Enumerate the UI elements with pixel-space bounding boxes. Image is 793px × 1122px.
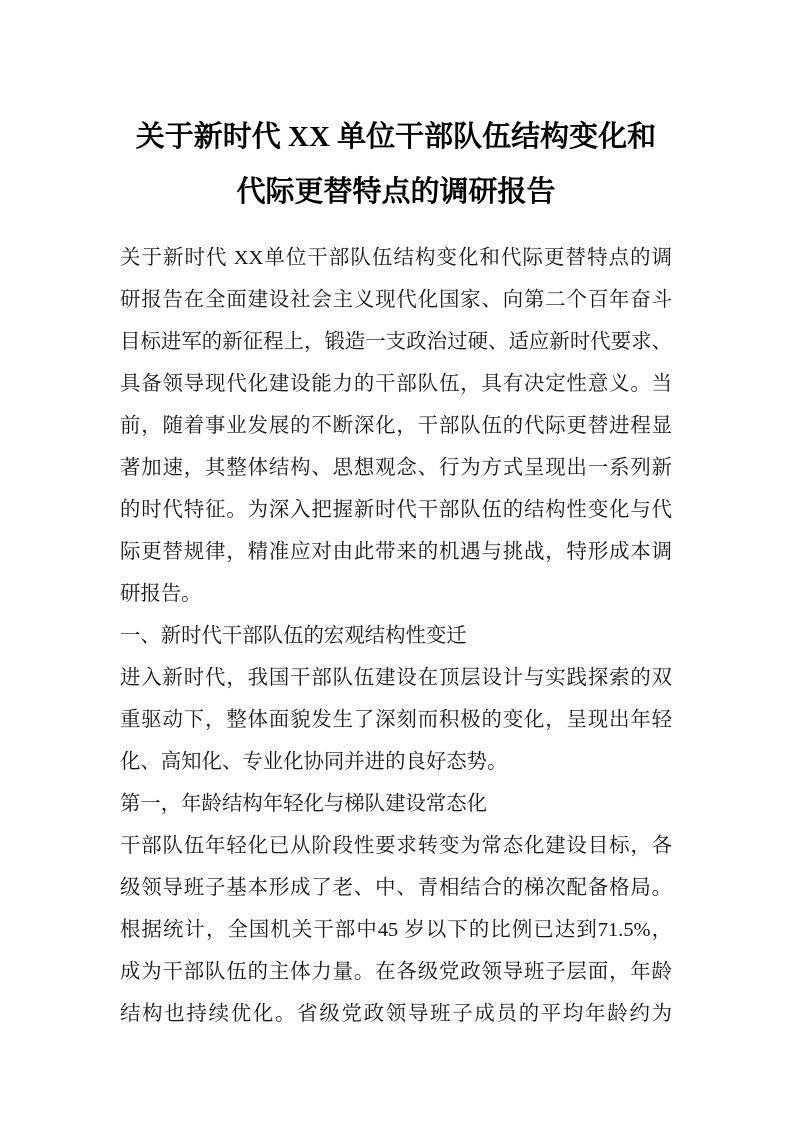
title-line-2: 代际更替特点的调研报告 [236, 176, 556, 208]
text-line: 重驱动下，整体面貌发生了深刻而积极的变化，呈现出年轻 [120, 709, 672, 731]
document-body [120, 237, 672, 1035]
text-line: 关于新时代 XX单位干部队伍结构变化和代际更替特点的调 [120, 247, 672, 269]
text-line: 结构也持续优化。省级党政领导班子成员的平均年龄约为 [120, 1003, 672, 1025]
text-line: 成为干部队伍的主体力量。在各级党政领导班子层面，年龄 [120, 961, 672, 983]
text-line: 际更替规律，精准应对由此带来的机遇与挑战，特形成本调 [120, 541, 672, 563]
text-line: 著加速，其整体结构、思想观念、行为方式呈现出一系列新 [120, 457, 672, 479]
text-line: 研报告在全面建设社会主义现代化国家、向第二个百年奋斗 [120, 289, 672, 311]
title-line-1: 关于新时代 XX 单位干部队伍结构变化和 [135, 121, 657, 153]
text-line: 级领导班子基本形成了老、中、青相结合的梯次配备格局。 [120, 877, 672, 899]
text-line: 根据统计，全国机关干部中45 岁以下的比例已达到71.5%， [120, 919, 672, 941]
text-line: 目标进军的新征程上，锻造一支政治过硬、适应新时代要求、 [120, 331, 672, 353]
text-line: 化、高知化、专业化协同并进的良好态势。 [120, 751, 508, 773]
text-line: 第一，年龄结构年轻化与梯队建设常态化 [120, 793, 488, 815]
text-line: 干部队伍年轻化已从阶段性要求转变为常态化建设目标，各 [120, 835, 672, 857]
text-line: 研报告。 [120, 583, 202, 605]
text-line: 一、新时代干部队伍的宏观结构性变迁 [120, 625, 467, 647]
text-line: 具备领导现代化建设能力的干部队伍，具有决定性意义。当 [120, 373, 672, 395]
text-line: 前，随着事业发展的不断深化，干部队伍的代际更替进程显 [120, 415, 672, 437]
text-line: 的时代特征。为深入把握新时代干部队伍的结构性变化与代 [120, 499, 672, 521]
text-line: 进入新时代，我国干部队伍建设在顶层设计与实践探索的双 [120, 667, 672, 689]
document-title [120, 110, 672, 220]
